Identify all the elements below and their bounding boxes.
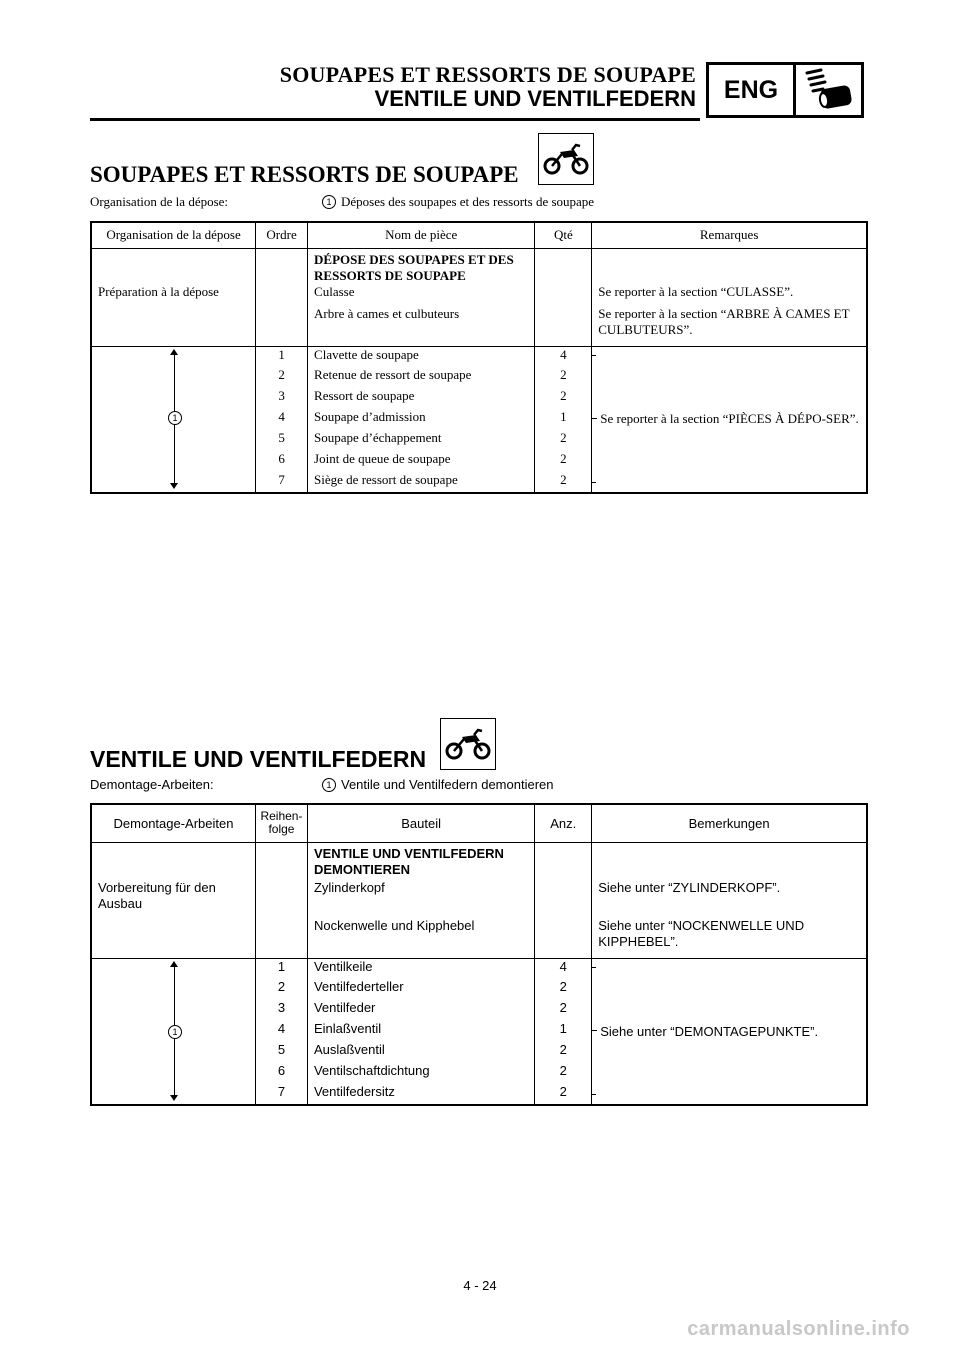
item-part: Soupape d’admission — [308, 409, 535, 430]
item-order: 6 — [256, 451, 308, 472]
item-order: 7 — [256, 1084, 308, 1105]
valve-spring-icon — [796, 65, 861, 115]
item-qty: 2 — [535, 979, 592, 1000]
org-line-fr — [90, 194, 595, 210]
col-header: Demontage-Arbeiten — [91, 804, 256, 842]
prep-heading: VENTILE UND VENTILFEDERN DEMONTIEREN — [307, 842, 534, 878]
prep-remark: Se reporter à la section “ARBRE À CAMES ET CULBUTEURS”. — [592, 304, 867, 346]
item-qty: 1 — [535, 409, 592, 430]
eng-badge — [706, 62, 864, 118]
watermark: carmanualsonline.info — [687, 1318, 910, 1340]
item-part: Einlaßventil — [307, 1021, 534, 1042]
group-remark: Se reporter à la section “PIÈCES À DÉPO-SER”. — [600, 411, 859, 427]
item-part: Retenue de ressort de soupape — [308, 367, 535, 388]
section-title-de: VENTILE UND VENTILFEDERN — [90, 746, 427, 772]
org-label-fr: Organisation de la dépose: — [90, 194, 229, 209]
item-qty: 4 — [535, 346, 592, 367]
group-remark-cell — [592, 346, 867, 493]
eng-badge-label: ENG — [709, 65, 796, 115]
item-qty: 2 — [535, 1063, 592, 1084]
item-order: 1 — [256, 958, 308, 979]
item-qty: 2 — [535, 472, 592, 493]
group-arrow-fr — [91, 346, 256, 493]
col-header: Organisation de la dépose — [91, 222, 256, 248]
item-qty: 2 — [535, 1084, 592, 1105]
col-header: Nom de pièce — [308, 222, 535, 248]
item-order: 3 — [256, 1000, 308, 1021]
item-part: Ventilschaftdichtung — [307, 1063, 534, 1084]
item-order: 1 — [256, 346, 308, 367]
marker-circle: 1 — [322, 778, 336, 792]
prep-remark: Se reporter à la section “CULASSE”. — [592, 284, 867, 304]
prep-remark: Siehe unter “NOCKENWELLE UND KIPPHEBEL”. — [592, 916, 867, 958]
item-part: Ressort de soupape — [308, 388, 535, 409]
marker-circle: 1 — [168, 1025, 182, 1039]
item-qty: 2 — [535, 1042, 592, 1063]
item-order: 5 — [256, 1042, 308, 1063]
marker-circle: 1 — [322, 195, 336, 209]
dirt-bike-icon — [538, 133, 594, 185]
col-header: Anz. — [535, 804, 592, 842]
item-qty: 2 — [535, 451, 592, 472]
item-part: Joint de queue de soupape — [308, 451, 535, 472]
col-header: Bauteil — [307, 804, 534, 842]
header-title-fr: SOUPAPES ET RESSORTS DE SOUPAPE — [279, 62, 696, 87]
item-qty: 2 — [535, 367, 592, 388]
group-arrow-de — [91, 958, 256, 1105]
prep-label: Préparation à la dépose — [91, 284, 256, 304]
prep-heading: DÉPOSE DES SOUPAPES ET DES RESSORTS DE SOUPAPE — [308, 248, 535, 284]
col-header: Bemerkungen — [592, 804, 867, 842]
prep-remark: Siehe unter “ZYLINDERKOPF”. — [592, 878, 867, 916]
item-qty: 2 — [535, 430, 592, 451]
item-order: 3 — [256, 388, 308, 409]
prep-part: Arbre à cames et culbuteurs — [308, 304, 535, 346]
org-label-de: Demontage-Arbeiten: — [90, 777, 214, 792]
item-part: Soupape d’échappement — [308, 430, 535, 451]
org-line-de — [90, 777, 554, 792]
item-part: Ventilfedersitz — [307, 1084, 534, 1105]
item-qty: 4 — [535, 958, 592, 979]
col-header: Remarques — [592, 222, 867, 248]
marker-circle: 1 — [168, 411, 182, 425]
header-title-de: VENTILE UND VENTILFEDERN — [374, 86, 696, 111]
item-order: 5 — [256, 430, 308, 451]
item-order: 6 — [256, 1063, 308, 1084]
col-header: Qté — [535, 222, 592, 248]
item-part: Clavette de soupape — [308, 346, 535, 367]
org-desc-fr: Déposes des soupapes et des ressorts de soupape — [341, 194, 595, 209]
item-order: 2 — [256, 979, 308, 1000]
item-part: Ventilfederteller — [307, 979, 534, 1000]
item-qty: 2 — [535, 1000, 592, 1021]
header-rule — [90, 118, 700, 121]
table-fr — [90, 221, 868, 494]
item-order: 4 — [256, 409, 308, 430]
org-desc-de: Ventile und Ventilfedern demontieren — [341, 777, 554, 792]
item-part: Siège de ressort de soupape — [308, 472, 535, 493]
prep-part: Nockenwelle und Kipphebel — [307, 916, 534, 958]
item-part: Ventilkeile — [307, 958, 534, 979]
prep-part: Zylinderkopf — [307, 878, 534, 916]
col-header: Reihen-folge — [256, 804, 308, 842]
item-part: Ventilfeder — [307, 1000, 534, 1021]
prep-part: Culasse — [308, 284, 535, 304]
item-qty: 1 — [535, 1021, 592, 1042]
group-remark-cell — [592, 958, 867, 1105]
item-order: 7 — [256, 472, 308, 493]
item-part: Auslaßventil — [307, 1042, 534, 1063]
group-remark: Siehe unter “DEMONTAGEPUNKTE”. — [600, 1023, 819, 1039]
item-order: 4 — [256, 1021, 308, 1042]
dirt-bike-icon — [440, 718, 496, 770]
page-number: 4 - 24 — [463, 1278, 497, 1293]
prep-label: Vorbereitung für den Ausbau — [91, 878, 256, 916]
item-qty: 2 — [535, 388, 592, 409]
col-header: Ordre — [256, 222, 308, 248]
table-de — [90, 803, 868, 1106]
section-title-fr: SOUPAPES ET RESSORTS DE SOUPAPE — [90, 162, 519, 187]
item-order: 2 — [256, 367, 308, 388]
